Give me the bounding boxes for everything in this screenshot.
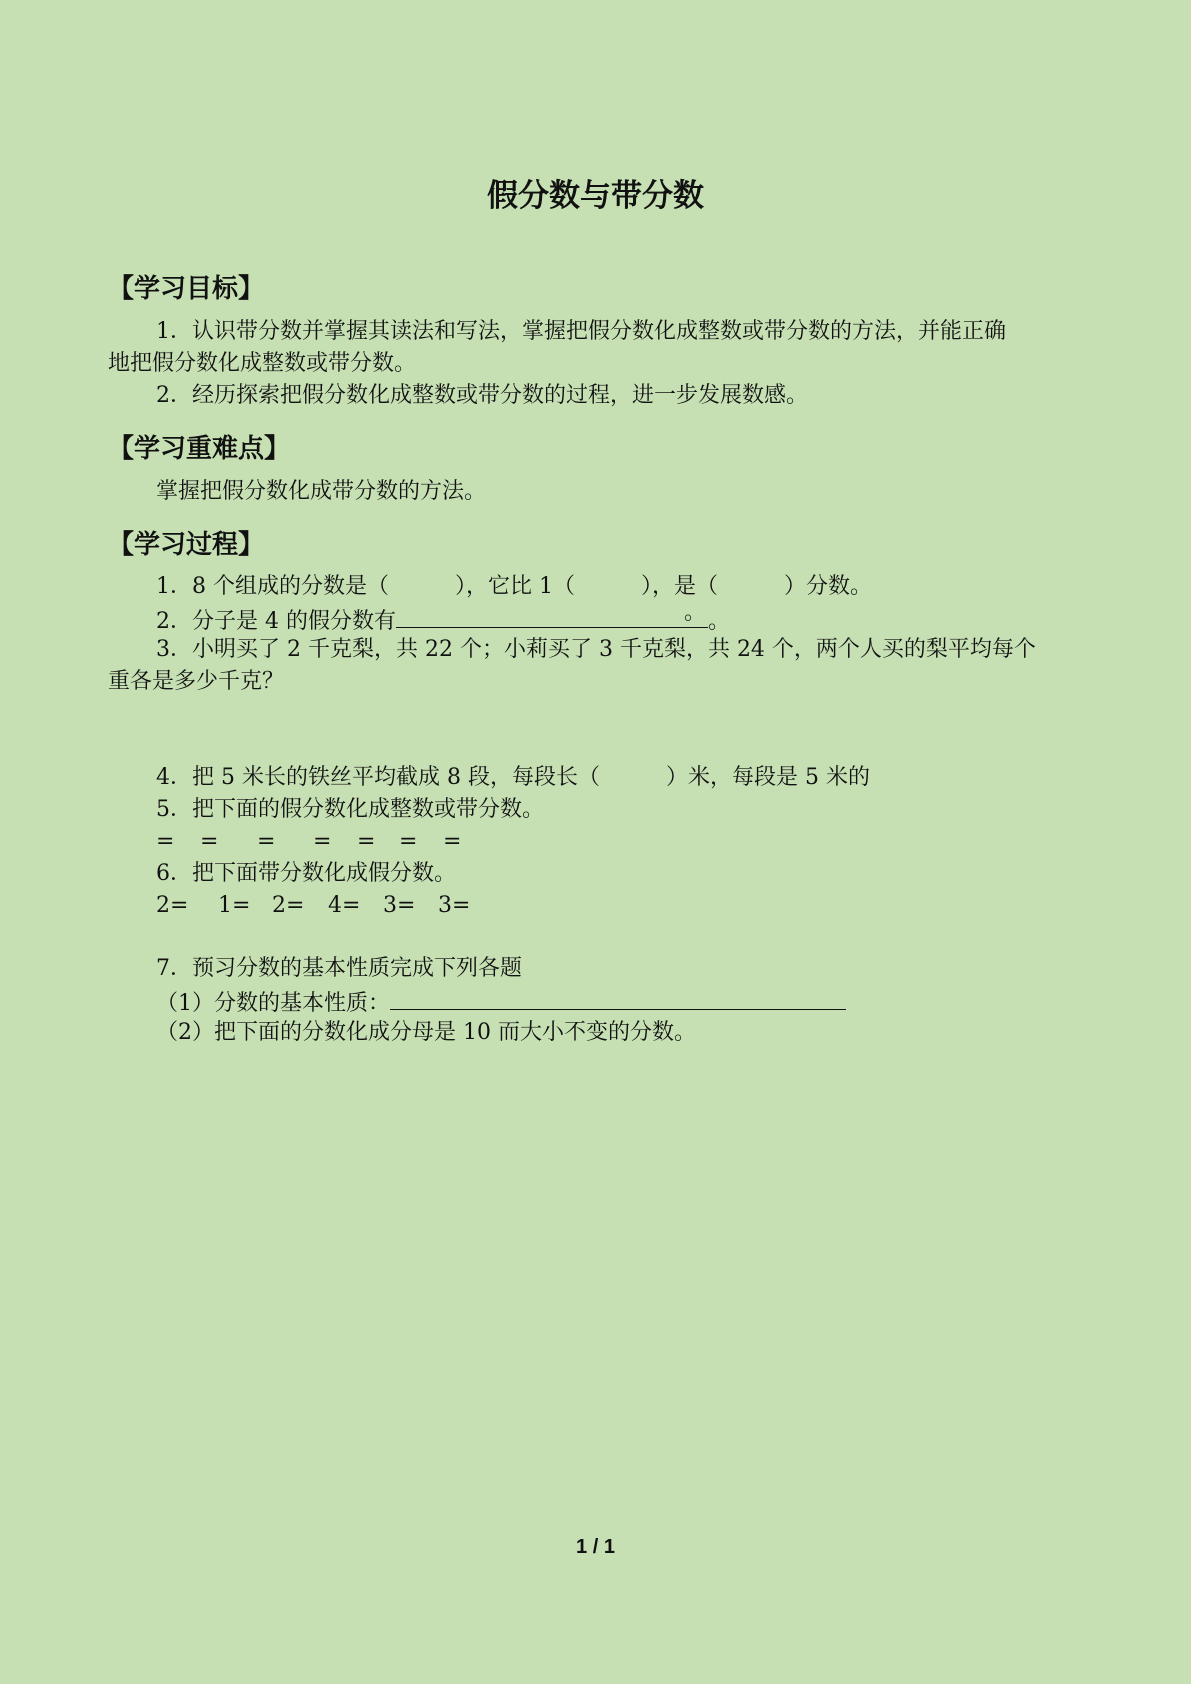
question-7-part-2: （2）把下面的分数化成分母是 10 而大小不变的分数。 <box>156 1020 696 1045</box>
question-2-answer-blank <box>396 600 708 628</box>
question-6-equation-row <box>156 890 470 922</box>
question-5-equation-row <box>156 826 461 858</box>
equation-sign: = <box>156 829 175 854</box>
mixed-number-equation: 4= <box>328 893 361 918</box>
question-7-part-1-answer-blank <box>390 985 846 1010</box>
question-4: 4．把 5 米长的铁丝平均截成 8 段，每段长（ ）米，每段是 5 米的 <box>156 765 870 790</box>
equation-sign: = <box>357 829 376 854</box>
mixed-number-equation: 2= <box>272 893 305 918</box>
equation-sign: = <box>443 829 462 854</box>
equation-sign: = <box>257 829 276 854</box>
mixed-number-equation: 3= <box>383 893 416 918</box>
equation-sign: = <box>399 829 418 854</box>
section-heading-key-points: 【学习重难点】 <box>108 434 291 464</box>
goal-item-1-line1: 1．认识带分数并掌握其读法和写法，掌握把假分数化成整数或带分数的方法，并能正确 <box>156 319 1006 344</box>
equation-sign: = <box>313 829 332 854</box>
section-heading-process: 【学习过程】 <box>108 530 265 560</box>
goal-item-2: 2．经历探索把假分数化成整数或带分数的过程，进一步发展数感。 <box>156 383 808 408</box>
section-heading-goals: 【学习目标】 <box>108 274 265 304</box>
question-2-text: 2．分子是 4 的假分数有 <box>156 609 396 634</box>
question-1: 1．8 个组成的分数是（ ），它比 1（ ），是（ ）分数。 <box>156 574 872 599</box>
question-7: 7．预习分数的基本性质完成下列各题 <box>156 956 522 981</box>
question-2-end: 。 <box>707 609 730 634</box>
key-points-text: 掌握把假分数化成带分数的方法。 <box>156 479 487 504</box>
question-3-line2: 重各是多少千克？ <box>108 669 285 694</box>
question-7-part-1 <box>156 985 846 1020</box>
question-2-blank-period: 。 <box>683 600 706 625</box>
question-2 <box>156 600 730 638</box>
page-number: 1 / 1 <box>576 1536 615 1558</box>
goal-item-1-line2: 地把假分数化成整数或带分数。 <box>108 351 417 376</box>
equation-sign: = <box>200 829 219 854</box>
question-7-part-1-text: （1）分数的基本性质： <box>156 991 390 1016</box>
page-title: 假分数与带分数 <box>487 178 704 214</box>
question-5: 5．把下面的假分数化成整数或带分数。 <box>156 797 544 822</box>
mixed-number-equation: 1= <box>218 893 251 918</box>
question-6: 6．把下面带分数化成假分数。 <box>156 861 456 886</box>
mixed-number-equation: 2= <box>156 893 189 918</box>
question-3-line1: 3．小明买了 2 千克梨，共 22 个；小莉买了 3 千克梨，共 24 个，两个人买的梨平均每个 <box>156 637 1036 662</box>
mixed-number-equation: 3= <box>438 893 471 918</box>
